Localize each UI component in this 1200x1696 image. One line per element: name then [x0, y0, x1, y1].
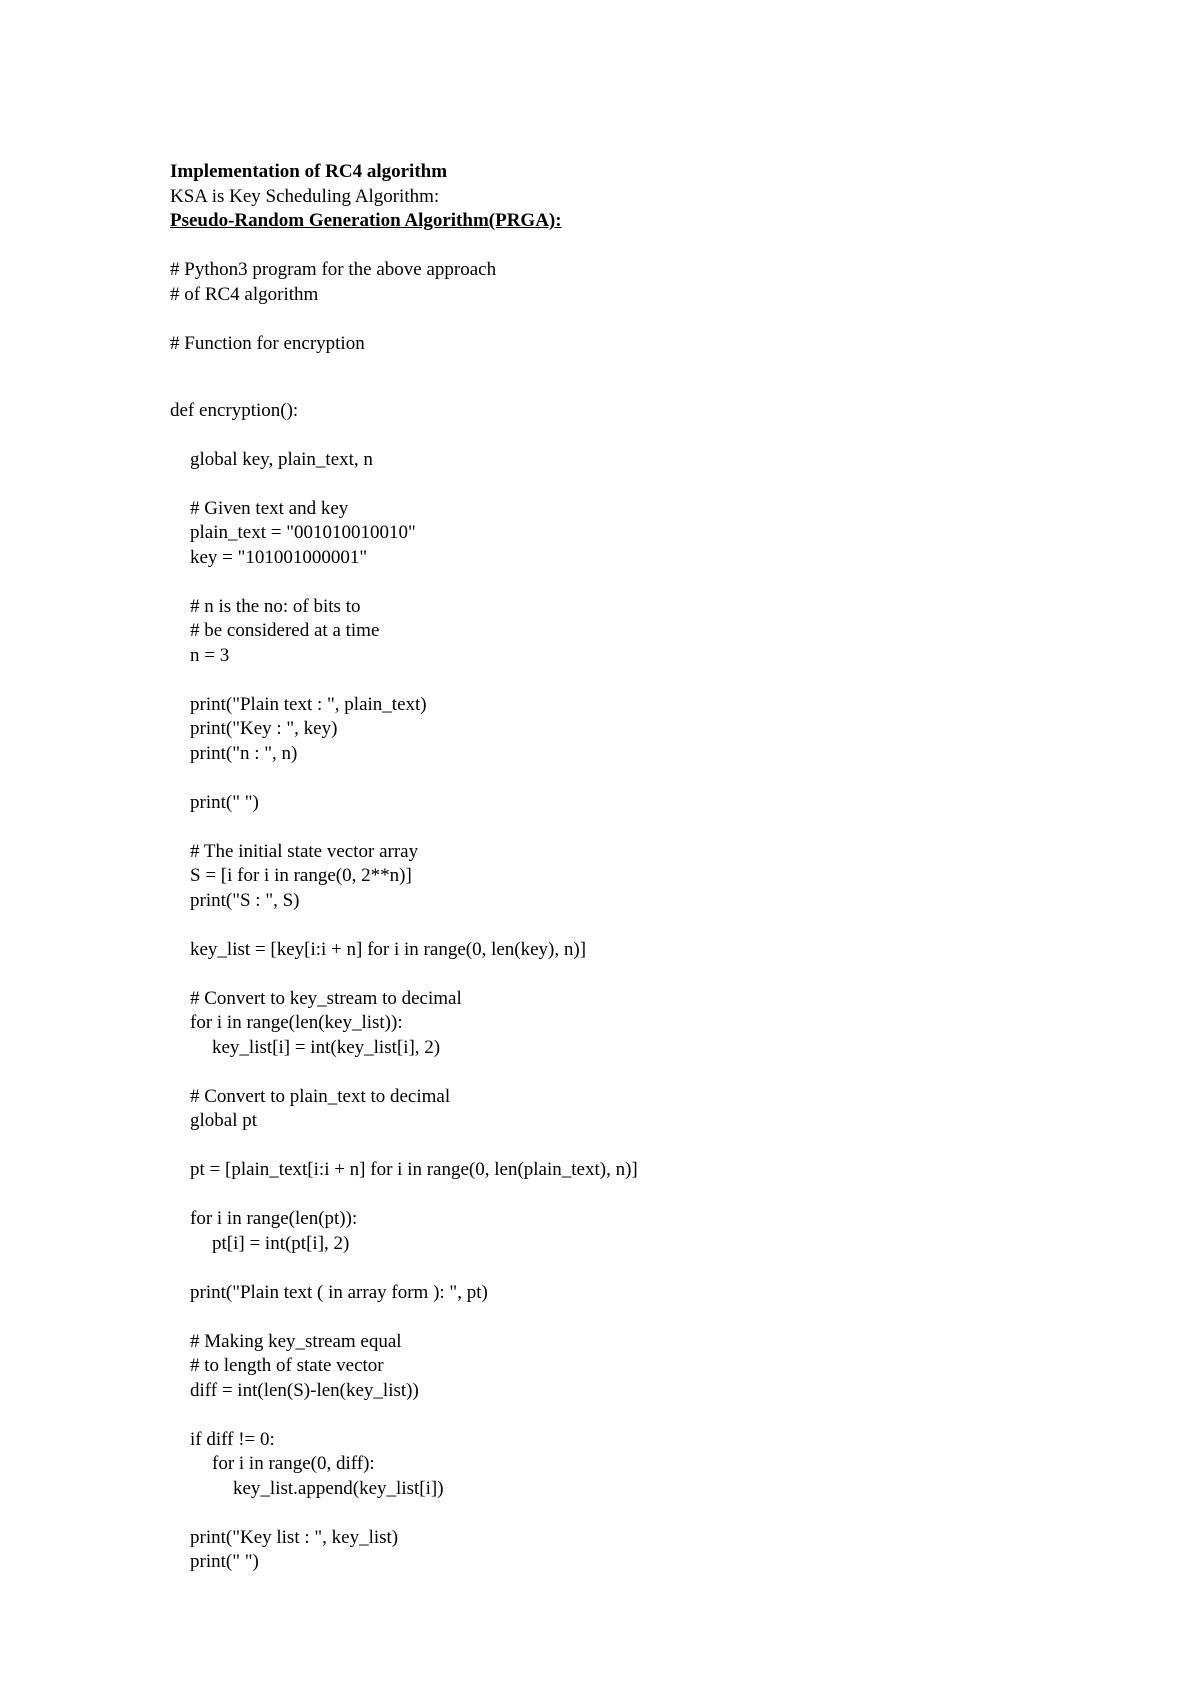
code-line: pt = [plain_text[i:i + n] for i in range(0, len(plain_text), n)] [190, 1159, 638, 1180]
blank-line [170, 381, 1130, 399]
blank-line [170, 1403, 1130, 1428]
blank-line [170, 1183, 1130, 1208]
code-line: # Given text and key [190, 497, 349, 519]
document-body [170, 160, 1130, 1575]
blank-line [170, 234, 1130, 259]
code-line: print("Key : ", key) [190, 718, 338, 739]
blank-line [170, 307, 1130, 332]
blank-line [170, 913, 1130, 938]
code-line: # of RC4 algorithm [170, 283, 319, 305]
code-line: print("n : ", n) [190, 742, 298, 764]
code-line: if diff != 0: [190, 1428, 275, 1450]
blank-line [170, 356, 1130, 381]
code-line: key = "101001000001" [190, 546, 368, 568]
ksa-description: KSA is Key Scheduling Algorithm: [170, 185, 440, 207]
blank-line [170, 962, 1130, 987]
blank-line [170, 766, 1130, 791]
code-line: print("Key list : ", key_list) [190, 1526, 399, 1548]
code-line: for i in range(len(pt)): [190, 1208, 358, 1229]
code-line: diff = int(len(S)-len(key_list)) [190, 1379, 419, 1401]
blank-line [170, 1256, 1130, 1281]
code-line: # Convert to plain_text to decimal [190, 1085, 451, 1107]
blank-line [170, 472, 1130, 497]
code-line: S = [i for i in range(0, 2**n)] [190, 865, 412, 886]
code-line: # Making key_stream equal [190, 1330, 402, 1352]
code-line: key_list = [key[i:i + n] for i in range(0, len(key), n)] [190, 938, 587, 960]
blank-line [170, 668, 1130, 693]
blank-line [170, 1305, 1130, 1330]
code-line: # Python3 program for the above approach [170, 259, 497, 280]
code-line: key_list.append(key_list[i]) [233, 1477, 444, 1499]
blank-line [170, 1060, 1130, 1085]
code-line: plain_text = "001010010010" [190, 522, 416, 543]
code-line: # Function for encryption [170, 332, 365, 354]
code-line: def encryption(): [170, 399, 299, 421]
blank-line [170, 1501, 1130, 1526]
blank-line [170, 815, 1130, 840]
code-line: global key, plain_text, n [190, 448, 373, 470]
code-line: key_list[i] = int(key_list[i], 2) [212, 1036, 441, 1058]
code-line: # Convert to key_stream to decimal [190, 987, 462, 1009]
code-line: print("S : ", S) [190, 889, 300, 911]
code-line: # to length of state vector [190, 1355, 384, 1376]
code-line: global pt [190, 1110, 258, 1131]
code-line: # be considered at a time [190, 620, 380, 641]
blank-line [170, 423, 1130, 448]
document-title: Implementation of RC4 algorithm [170, 161, 448, 182]
code-line: # The initial state vector array [190, 840, 419, 862]
code-line: for i in range(0, diff): [212, 1453, 375, 1474]
blank-line [170, 1134, 1130, 1159]
prga-heading: Pseudo-Random Generation Algorithm(PRGA): [170, 210, 562, 231]
code-line: print(" ") [190, 791, 259, 813]
code-line: for i in range(len(key_list)): [190, 1012, 403, 1033]
code-line: print("Plain text : ", plain_text) [190, 693, 427, 715]
code-line: print(" ") [190, 1551, 259, 1572]
code-line: print("Plain text ( in array form ): ", pt) [190, 1281, 488, 1303]
blank-line [170, 570, 1130, 595]
code-line: # n is the no: of bits to [190, 595, 361, 617]
code-line: pt[i] = int(pt[i], 2) [212, 1232, 350, 1254]
code-line: n = 3 [190, 644, 230, 666]
